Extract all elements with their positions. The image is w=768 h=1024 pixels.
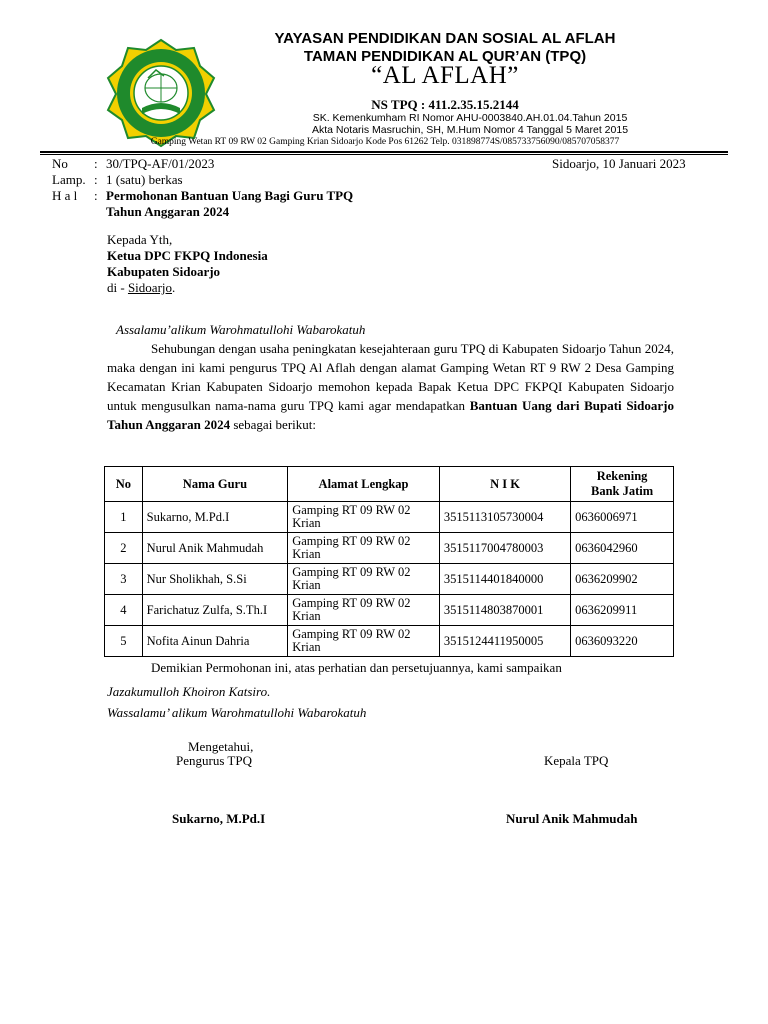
header-alamat: Alamat Lengkap [288, 467, 440, 502]
closing-prayer: Jazakumulloh Khoiron Katsiro. [107, 684, 271, 699]
letter-date: Sidoarjo, 10 Januari 2023 [552, 156, 686, 171]
closing-text: Demikian Permohonan ini, atas perhatian dan persetujuannya, kami sampaikan [151, 660, 562, 675]
meta-subject-row [52, 188, 353, 204]
cell-alamat: Gamping RT 09 RW 02 Krian [288, 502, 440, 533]
school-type: TAMAN PENDIDIKAN AL QUR’AN (TPQ) [303, 48, 587, 65]
foundation-name: YAYASAN PENDIDIKAN DAN SOSIAL AL AFLAH [274, 30, 616, 47]
ns-number: NS TPQ : 411.2.35.15.2144 [371, 97, 519, 112]
notary-deed: Akta Notaris Masruchin, SH, M.Hum Nomor 4 Tanggal 5 Maret 2015 [311, 124, 629, 136]
cell-nik: 3515113105730004 [439, 502, 570, 533]
sk-number: SK. Kemenkumham RI Nomor AHU-0003840.AH.01.04.Tahun 2015 [312, 112, 628, 124]
signature-right-role: Kepala TPQ [544, 753, 609, 768]
teacher-table [104, 466, 674, 657]
meta-subject-value: Permohonan Bantuan Uang Bagi Guru TPQ [106, 188, 354, 203]
meta-number-value: 30/TPQ-AF/01/2023 [106, 156, 215, 171]
signature-left-name: Sukarno, M.Pd.I [172, 811, 266, 826]
recipient-di: di - [107, 280, 128, 295]
header-nama: Nama Guru [142, 467, 288, 502]
signature-right-name: Nurul Anik Mahmudah [506, 811, 638, 826]
cell-nama: Nurul Anik Mahmudah [142, 533, 288, 564]
cell-nama: Nur Sholikhah, S.Si [142, 564, 288, 595]
table-row [105, 626, 674, 657]
meta-colon: : [94, 156, 98, 171]
body-text-2: sebagai berikut: [230, 417, 316, 432]
cell-alamat: Gamping RT 09 RW 02 Krian [288, 533, 440, 564]
meta-subject-row-2 [52, 204, 353, 220]
meta-subject-value-2: Tahun Anggaran 2024 [106, 204, 230, 219]
recipient-region: Kabupaten Sidoarjo [107, 264, 221, 279]
cell-rekening: 0636006971 [571, 502, 674, 533]
recipient-dot: . [172, 280, 176, 295]
cell-alamat: Gamping RT 09 RW 02 Krian [288, 595, 440, 626]
signature-left-caption: Mengetahui, [188, 739, 254, 754]
school-name: “AL AFLAH” [371, 62, 519, 89]
table-row [105, 533, 674, 564]
body-paragraph [107, 339, 674, 434]
body-text-bold: Bantuan Uang dari Bupati Sidoarjo Tahun Anggaran 2024 [107, 398, 674, 432]
header-rekening [571, 467, 674, 502]
table-header-row [105, 467, 674, 502]
recipient-place-line [107, 280, 268, 296]
meta-attachment-row [52, 172, 353, 188]
closing-paragraph [107, 660, 667, 676]
header-rekening-1: Rekening [596, 469, 648, 483]
meta-number-label: No [52, 156, 68, 171]
table-row [105, 595, 674, 626]
header-rekening-2: Bank Jatim [590, 484, 654, 498]
recipient-block [107, 232, 268, 296]
cell-rekening: 0636209902 [571, 564, 674, 595]
meta-attachment-label: Lamp. [52, 172, 86, 187]
cell-rekening: 0636209911 [571, 595, 674, 626]
cell-no: 5 [105, 626, 143, 657]
cell-alamat: Gamping RT 09 RW 02 Krian [288, 564, 440, 595]
letterhead-rule-thick [40, 151, 728, 153]
meta-colon: : [94, 188, 98, 203]
header-nik: N I K [439, 467, 570, 502]
cell-nik: 3515124411950005 [439, 626, 570, 657]
cell-nik: 3515117004780003 [439, 533, 570, 564]
meta-attachment-value: 1 (satu) berkas [106, 172, 183, 187]
meta-number-row [52, 156, 353, 172]
body-text-1: Sehubungan dengan usaha peningkatan kesejahteraan guru TPQ di Kabupaten Sidoarjo Tahun 2024, maka dengan ini kami pengurus TPQ Al Aflah dengan alamat Gamping Wetan RT 9 RW 2 Desa Gamping Kecamatan Krian Kabupaten Sidoarjo memohon kepada Bapak Ketua DPC FKPQI Kabupaten Sidoarjo untuk mengusulkan nama-nama guru TPQ kami agar mendapatkan [107, 341, 674, 413]
cell-no: 1 [105, 502, 143, 533]
cell-no: 3 [105, 564, 143, 595]
letter-meta [52, 156, 353, 220]
signature-left-role: Pengurus TPQ [176, 753, 252, 768]
cell-no: 4 [105, 595, 143, 626]
header-no: No [105, 467, 143, 502]
recipient-salutation: Kepada Yth, [107, 232, 173, 247]
meta-colon: : [94, 172, 98, 187]
table-row [105, 502, 674, 533]
recipient-title: Ketua DPC FKPQ Indonesia [107, 248, 268, 263]
cell-nama: Sukarno, M.Pd.I [142, 502, 288, 533]
tpq-logo [106, 38, 216, 148]
cell-alamat: Gamping RT 09 RW 02 Krian [288, 626, 440, 657]
cell-no: 2 [105, 533, 143, 564]
meta-subject-label: H a l [52, 188, 78, 203]
cell-nik: 3515114401840000 [439, 564, 570, 595]
cell-rekening: 0636093220 [571, 626, 674, 657]
table-row [105, 564, 674, 595]
opening-greeting: Assalamu’alikum Warohmatullohi Wabarokatuh [116, 322, 366, 337]
cell-nik: 3515114803870001 [439, 595, 570, 626]
letterhead-address: Gamping Wetan RT 09 RW 02 Gamping Krian Sidoarjo Kode Pos 61262 Telp. 031898774S/085733756090/085707058377 [150, 137, 620, 147]
cell-rekening: 0636042960 [571, 533, 674, 564]
cell-nama: Farichatuz Zulfa, S.Th.I [142, 595, 288, 626]
recipient-place: Sidoarjo [127, 280, 173, 295]
closing-greeting: Wassalamu’ alikum Warohmatullohi Wabarokatuh [107, 705, 367, 720]
cell-nama: Nofita Ainun Dahria [142, 626, 288, 657]
letterhead-rule-thin [40, 154, 728, 155]
